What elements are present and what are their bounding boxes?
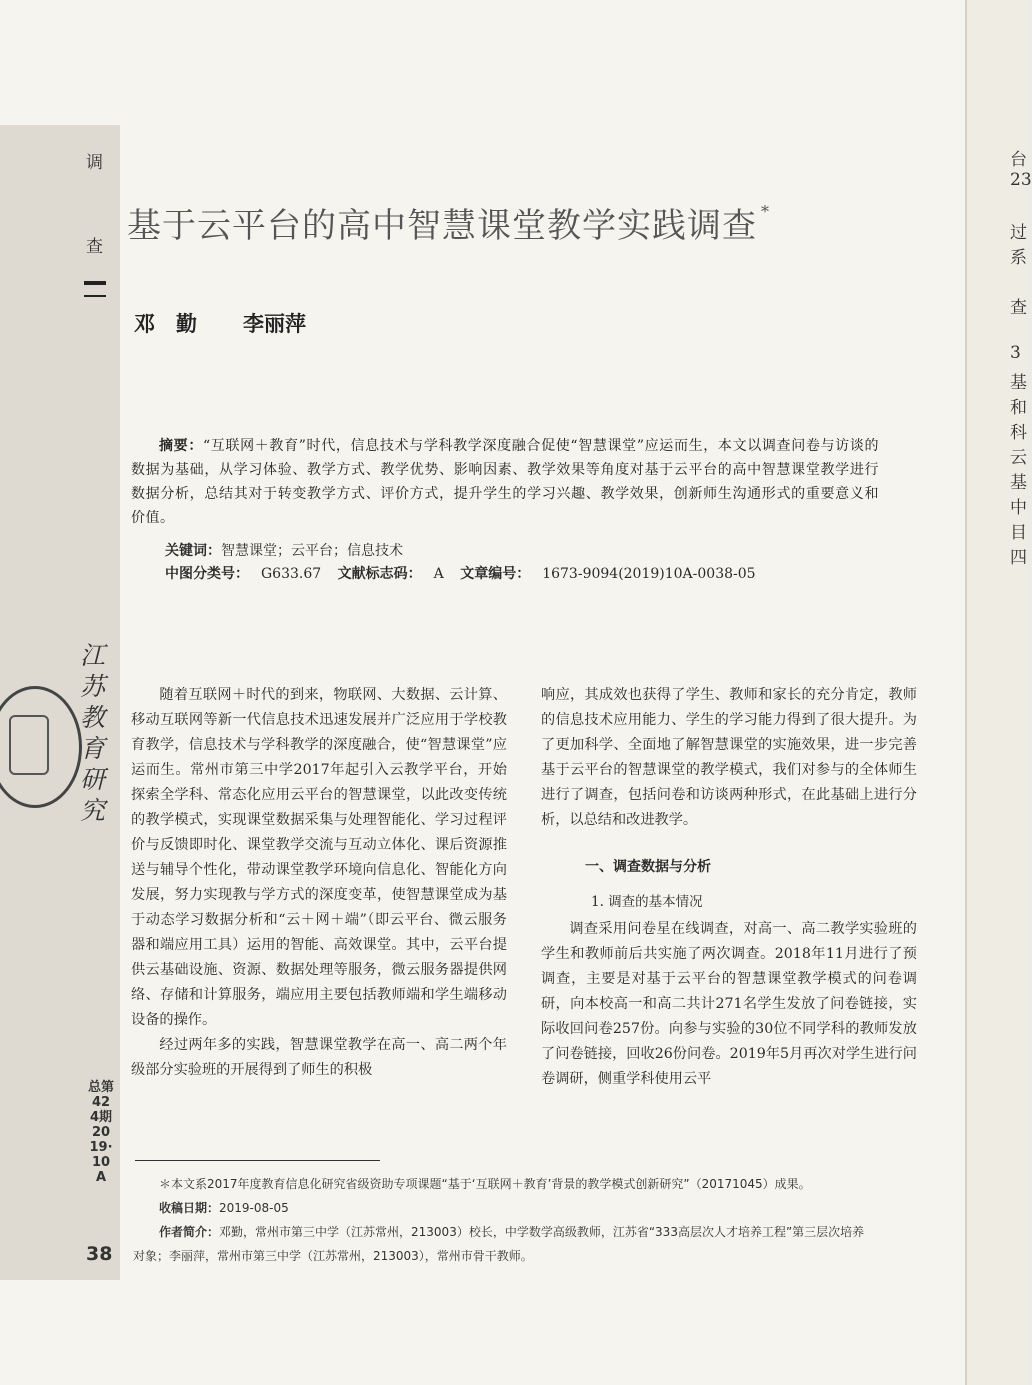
author-bio-line: 邓勤，常州市第三中学（江苏常州，213003）校长，中学数学高级教师，江苏省“333高层次人才培养工程”第三层次培养 bbox=[219, 1225, 865, 1239]
next-page-char: 四 bbox=[1010, 548, 1027, 568]
keywords-label: 关键词： bbox=[165, 543, 221, 559]
section-tag-char: 查 bbox=[86, 237, 103, 257]
doc-code-label: 文献标志码： bbox=[337, 566, 422, 582]
next-page-char: 3 bbox=[1010, 343, 1021, 363]
body-paragraph: 随着互联网＋时代的到来，物联网、大数据、云计算、移动互联网等新一代信息技术迅速发展并广泛应用于学校教育教学，信息技术与学科教学的深度融合，使“智慧课堂”应运而生。常州市第三中学2017年起引入云教学平台，开始探索全学科、常态化应用云平台的智慧课堂，以此改变传统的教学模式，实现课堂数据采集与处理智能化、学习过程评价与反馈即时化、课堂教学交流与互动立体化、课后资源推送与辅导个性化，带动课堂教学环境向信息化、智能化方向发展，努力实现教与学方式的深度变革，使智慧课堂成为基于动态学习数据分析和“云＋网＋端”（即云平台、微云服务器和端应用工具）运用的智能、高效课堂。其中，云平台提供云基础设施、资源、数据处理等服务，微云服务器提供网络、存储和计算服务，端应用主要包括教师端和学生端移动设备的操作。 bbox=[131, 687, 507, 1028]
article-title bbox=[127, 198, 770, 247]
article-no: 1673-9094(2019)10A-0038-05 bbox=[542, 566, 756, 582]
next-page-char: 台 bbox=[1010, 150, 1027, 170]
body-paragraph: 调查采用问卷星在线调查，对高一、高二教学实验班的学生和教师前后共实施了两次调查。2018年11月进行了预调查，主要是对基于云平台的智慧课堂教学模式的问卷调研，向本校高一和高二共计271名学生发放了问卷链接，实际收回问卷257份。向参与实验的30位不同学科的教师发放了问卷链接，回收26份问卷。2019年5月再次对学生进行问卷调研，侧重学科使用云平 bbox=[541, 921, 917, 1087]
author-list bbox=[134, 308, 306, 338]
author-name: 邓 勤 bbox=[134, 312, 197, 336]
abstract bbox=[131, 434, 879, 530]
next-page-char: 中 bbox=[1010, 498, 1027, 518]
keywords bbox=[165, 540, 403, 560]
next-page-char: 查 bbox=[1010, 298, 1027, 318]
article-title-text: 基于云平台的高中智慧课堂教学实践调查 bbox=[127, 206, 757, 246]
next-page-char: 科 bbox=[1010, 423, 1027, 443]
page-number: 38 bbox=[86, 1243, 113, 1265]
class-no-label: 中图分类号： bbox=[165, 566, 249, 582]
next-page-char: 基 bbox=[1010, 473, 1027, 493]
next-page-char: 目 bbox=[1010, 523, 1027, 543]
section-heading: 一、调查数据与分析 bbox=[585, 859, 711, 875]
body-paragraph: 经过两年多的实践，智慧课堂教学在高一、高二两个年级部分实验班的开展得到了师生的积极 bbox=[131, 1037, 507, 1078]
footnotes bbox=[133, 1172, 929, 1268]
title-footnote-mark: * bbox=[761, 202, 770, 221]
next-page-char: 23 bbox=[1010, 170, 1032, 190]
abstract-text: “互联网＋教育”时代，信息技术与学科教学深度融合促使“智慧课堂”应运而生，本文以调查问卷与访谈的数据为基础，从学习体验、教学方式、教学优势、影响因素、教学效果等角度对基于云平台的高中智慧课堂教学进行数据分析，总结其对于转变教学方式、评价方式，提升学生的学习兴趣、教学效果，创新师生沟通形式的重要意义和价值。 bbox=[131, 438, 879, 526]
funding-note: ＊本文系2017年度教育信息化研究省级资助专项课题“基于‘互联网＋教育’背景的教学模式创新研究”（20171045）成果。 bbox=[159, 1177, 811, 1191]
author-bio-line: 对象；李丽萍，常州市第三中学（江苏常州，213003），常州市骨干教师。 bbox=[133, 1249, 533, 1263]
classification-line bbox=[165, 563, 768, 583]
next-page-char: 云 bbox=[1010, 448, 1027, 468]
journal-name: 江苏教育研究 bbox=[80, 641, 106, 825]
next-page-char: 基 bbox=[1010, 373, 1027, 393]
next-page-char: 和 bbox=[1010, 398, 1027, 418]
section-tag-bracket bbox=[84, 281, 106, 297]
body-column-right bbox=[541, 683, 917, 1092]
subsection-heading: 1. 调查的基本情况 bbox=[591, 894, 703, 910]
article-no-label: 文章编号： bbox=[460, 566, 531, 582]
class-no: G633.67 bbox=[261, 566, 322, 582]
abstract-label: 摘要： bbox=[159, 438, 203, 454]
next-page-char: 过 bbox=[1010, 223, 1027, 243]
author-bio-label: 作者简介： bbox=[159, 1225, 220, 1239]
received-label: 收稿日期： bbox=[159, 1201, 220, 1215]
section-tag-char: 调 bbox=[86, 153, 103, 173]
issue-info: 总第424期 2019·10A bbox=[88, 1080, 115, 1185]
next-page-edge bbox=[965, 0, 1026, 1385]
keywords-text: 智慧课堂；云平台；信息技术 bbox=[221, 543, 403, 559]
body-column-left bbox=[131, 683, 507, 1083]
author-name: 李丽萍 bbox=[243, 312, 306, 336]
received-date: 2019-08-05 bbox=[219, 1201, 289, 1215]
next-page-char: 系 bbox=[1010, 248, 1027, 268]
body-paragraph: 响应，其成效也获得了学生、教师和家长的充分肯定，教师的信息技术应用能力、学生的学习能力得到了很大提升。为了更加科学、全面地了解智慧课堂的实施效果，进一步完善基于云平台的智慧课堂的教学模式，我们对参与的全体师生进行了调查，包括问卷和访谈两种形式，在此基础上进行分析，以总结和改进教学。 bbox=[541, 687, 917, 828]
footnote-divider bbox=[135, 1160, 380, 1161]
doc-code: A bbox=[433, 566, 444, 582]
